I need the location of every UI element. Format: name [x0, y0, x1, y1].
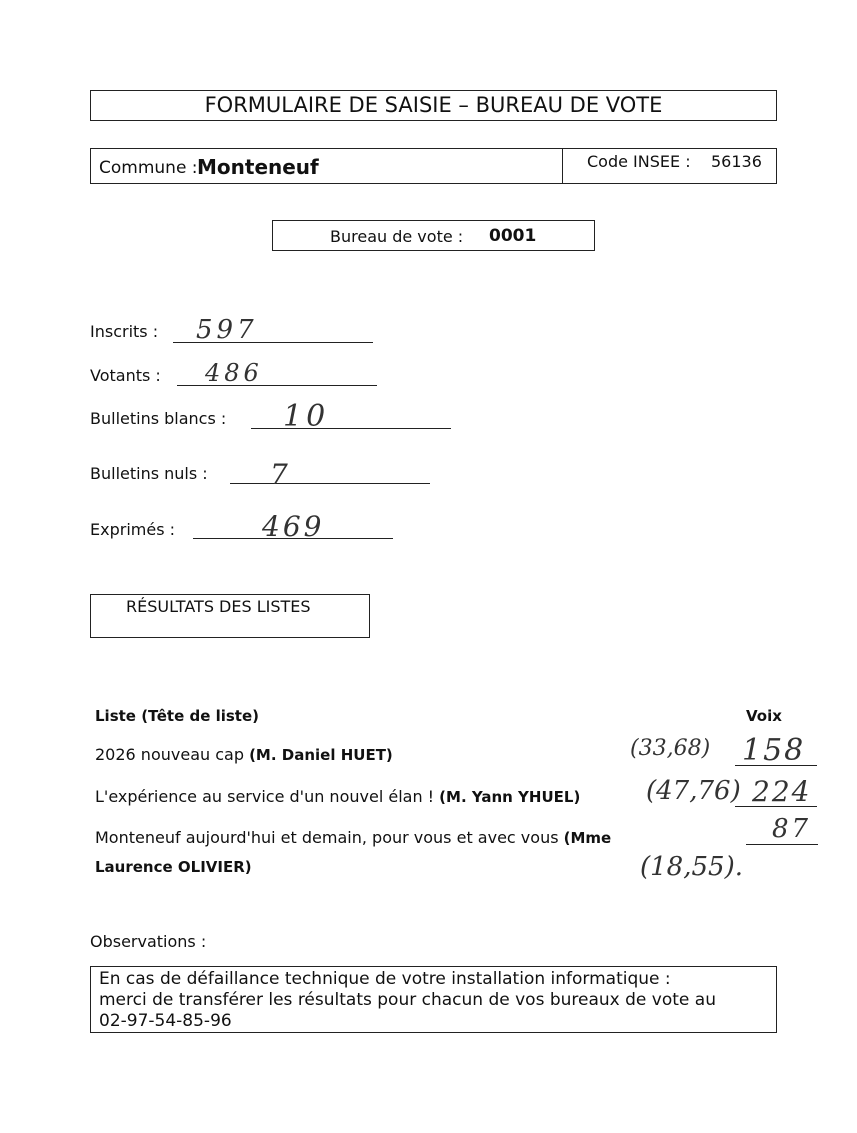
- voix-line: [746, 844, 818, 845]
- list-name: 2026 nouveau cap: [95, 745, 244, 764]
- resultats-box: [90, 594, 370, 638]
- inscrits-value: 597: [196, 315, 258, 345]
- col-voix-header: Voix: [746, 707, 782, 725]
- list-row: [95, 787, 580, 806]
- insee-value: 56136: [711, 152, 762, 171]
- list-head-continued: Laurence OLIVIER): [95, 858, 252, 876]
- insee-label: Code INSEE :: [587, 152, 691, 171]
- list-percent: (47,76): [646, 776, 741, 806]
- nuls-value: 7: [270, 458, 288, 491]
- bureau-box: [272, 220, 595, 251]
- nuls-line: [230, 483, 430, 484]
- list-head: (M. Yann YHUEL): [439, 788, 581, 806]
- list-name: L'expérience au service d'un nouvel élan !: [95, 787, 435, 806]
- resultats-heading: RÉSULTATS DES LISTES: [126, 597, 311, 616]
- list-row: [95, 745, 393, 764]
- col-liste-header: Liste (Tête de liste): [95, 707, 260, 725]
- bureau-value: 0001: [489, 226, 537, 246]
- observations-line-1: En cas de défaillance technique de votre installation informatique :: [99, 969, 671, 989]
- observations-box: [90, 966, 777, 1033]
- exprimes-label: Exprimés :: [90, 520, 175, 539]
- observations-label: Observations :: [90, 932, 207, 951]
- list-head: (Mme: [563, 829, 612, 847]
- list-voix: 87: [772, 814, 812, 844]
- votants-value: 486: [205, 359, 263, 387]
- observations-line-3: 02-97-54-85-96: [99, 1011, 232, 1031]
- list-percent: (18,55).: [640, 852, 743, 882]
- blancs-label: Bulletins blancs :: [90, 409, 227, 428]
- bureau-label: Bureau de vote :: [330, 227, 464, 246]
- insee-box: [562, 148, 777, 184]
- list-head: (M. Daniel HUET): [249, 746, 393, 764]
- nuls-label: Bulletins nuls :: [90, 464, 208, 483]
- list-voix: 158: [742, 733, 806, 768]
- commune-box: [90, 148, 563, 184]
- commune-value: Monteneuf: [197, 155, 319, 179]
- exprimes-value: 469: [262, 510, 325, 543]
- list-name: Monteneuf aujourd'hui et demain, pour vous et avec vous: [95, 828, 559, 847]
- list-voix: 224: [752, 775, 812, 808]
- blancs-line: [251, 428, 451, 429]
- commune-label: Commune :: [99, 158, 198, 178]
- list-percent: (33,68): [630, 736, 711, 761]
- observations-line-2: merci de transférer les résultats pour chacun de vos bureaux de vote au: [99, 990, 716, 1010]
- form-title: FORMULAIRE DE SAISIE – BUREAU DE VOTE: [204, 93, 663, 117]
- inscrits-label: Inscrits :: [90, 322, 159, 341]
- form-title-box: [90, 90, 777, 121]
- list-row: [95, 828, 611, 847]
- blancs-value: 10: [283, 399, 330, 434]
- votants-label: Votants :: [90, 366, 161, 385]
